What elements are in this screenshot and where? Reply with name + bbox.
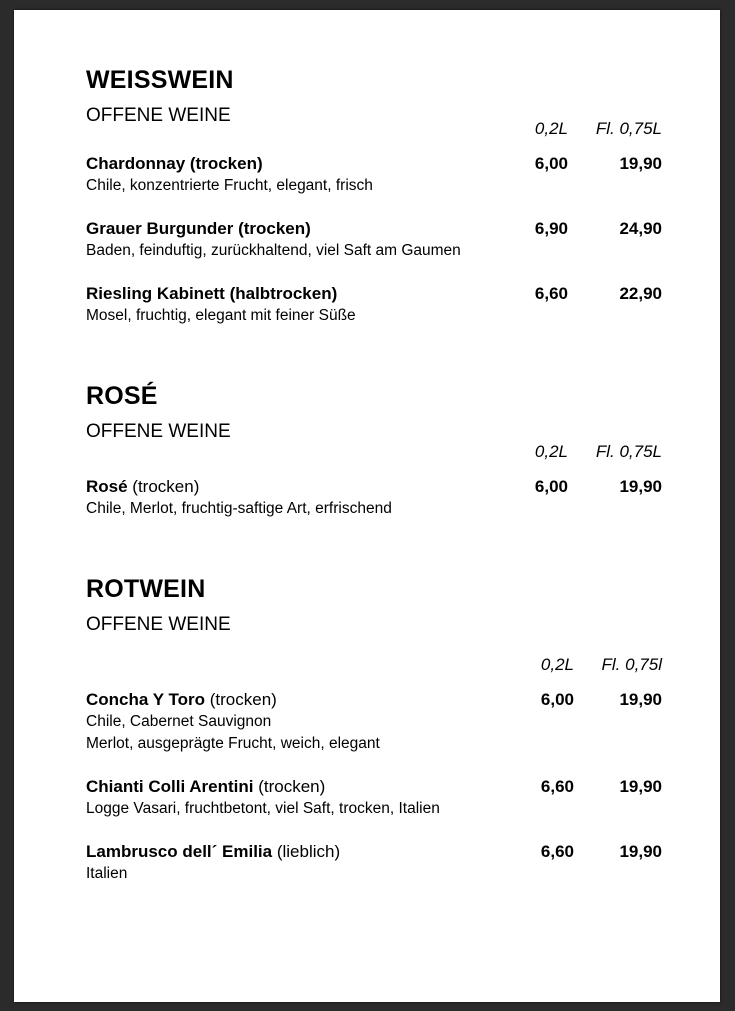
column-header-large: Fl. 0,75L — [595, 442, 662, 461]
price-large: 19,90 — [619, 842, 662, 861]
section-title-weisswein: WEISSWEIN — [86, 66, 234, 94]
price-small: 6,00 — [534, 477, 568, 496]
wine-description: Logge Vasari, fruchtbetont, viel Saft, trocken, Italien — [86, 800, 440, 817]
wine-description: Chile, konzentrierte Frucht, elegant, frisch — [86, 177, 373, 194]
section-subtitle-rotwein: OFFENE WEINE — [86, 614, 231, 635]
wine-name: Rosé (trocken) — [86, 477, 200, 496]
price-small: 6,60 — [540, 777, 574, 796]
price-small: 6,60 — [534, 284, 568, 303]
wine-name: Grauer Burgunder (trocken) — [86, 219, 311, 238]
price-large: 19,90 — [619, 690, 662, 709]
column-header-large: Fl. 0,75L — [595, 119, 662, 138]
wine-description: Chile, Merlot, fruchtig-saftige Art, erfrischend — [86, 500, 392, 517]
column-header-small: 0,2L — [534, 119, 568, 138]
wine-description-line2: Merlot, ausgeprägte Frucht, weich, elegant — [86, 735, 380, 752]
wine-description: Mosel, fruchtig, elegant mit feiner Süße — [86, 307, 356, 324]
section-subtitle-rose: OFFENE WEINE — [86, 421, 231, 442]
price-large: 19,90 — [619, 777, 662, 796]
section-subtitle-weisswein: OFFENE WEINE — [86, 105, 231, 126]
price-small: 6,00 — [540, 690, 574, 709]
wine-name: Concha Y Toro (trocken) — [86, 690, 277, 709]
wine-name: Riesling Kabinett (halbtrocken) — [86, 284, 338, 303]
price-large: 24,90 — [619, 219, 662, 238]
price-large: 19,90 — [619, 154, 662, 173]
price-small: 6,60 — [540, 842, 574, 861]
menu-page — [14, 10, 720, 1002]
wine-name: Chianti Colli Arentini (trocken) — [86, 777, 326, 796]
price-small: 6,90 — [534, 219, 568, 238]
column-header-small: 0,2L — [534, 442, 568, 461]
wine-description: Baden, feinduftig, zurückhaltend, viel Saft am Gaumen — [86, 242, 461, 259]
wine-name: Lambrusco dell´ Emilia (lieblich) — [86, 842, 341, 861]
wine-name: Chardonnay (trocken) — [86, 154, 263, 173]
section-title-rose: ROSÉ — [86, 382, 158, 410]
column-header-small: 0,2L — [540, 655, 574, 674]
column-header-large: Fl. 0,75l — [601, 655, 662, 674]
section-title-rotwein: ROTWEIN — [86, 575, 206, 603]
wine-description: Italien — [86, 865, 128, 882]
wine-description: Chile, Cabernet Sauvignon — [86, 713, 272, 730]
price-small: 6,00 — [534, 154, 568, 173]
price-large: 19,90 — [619, 477, 662, 496]
price-large: 22,90 — [619, 284, 662, 303]
